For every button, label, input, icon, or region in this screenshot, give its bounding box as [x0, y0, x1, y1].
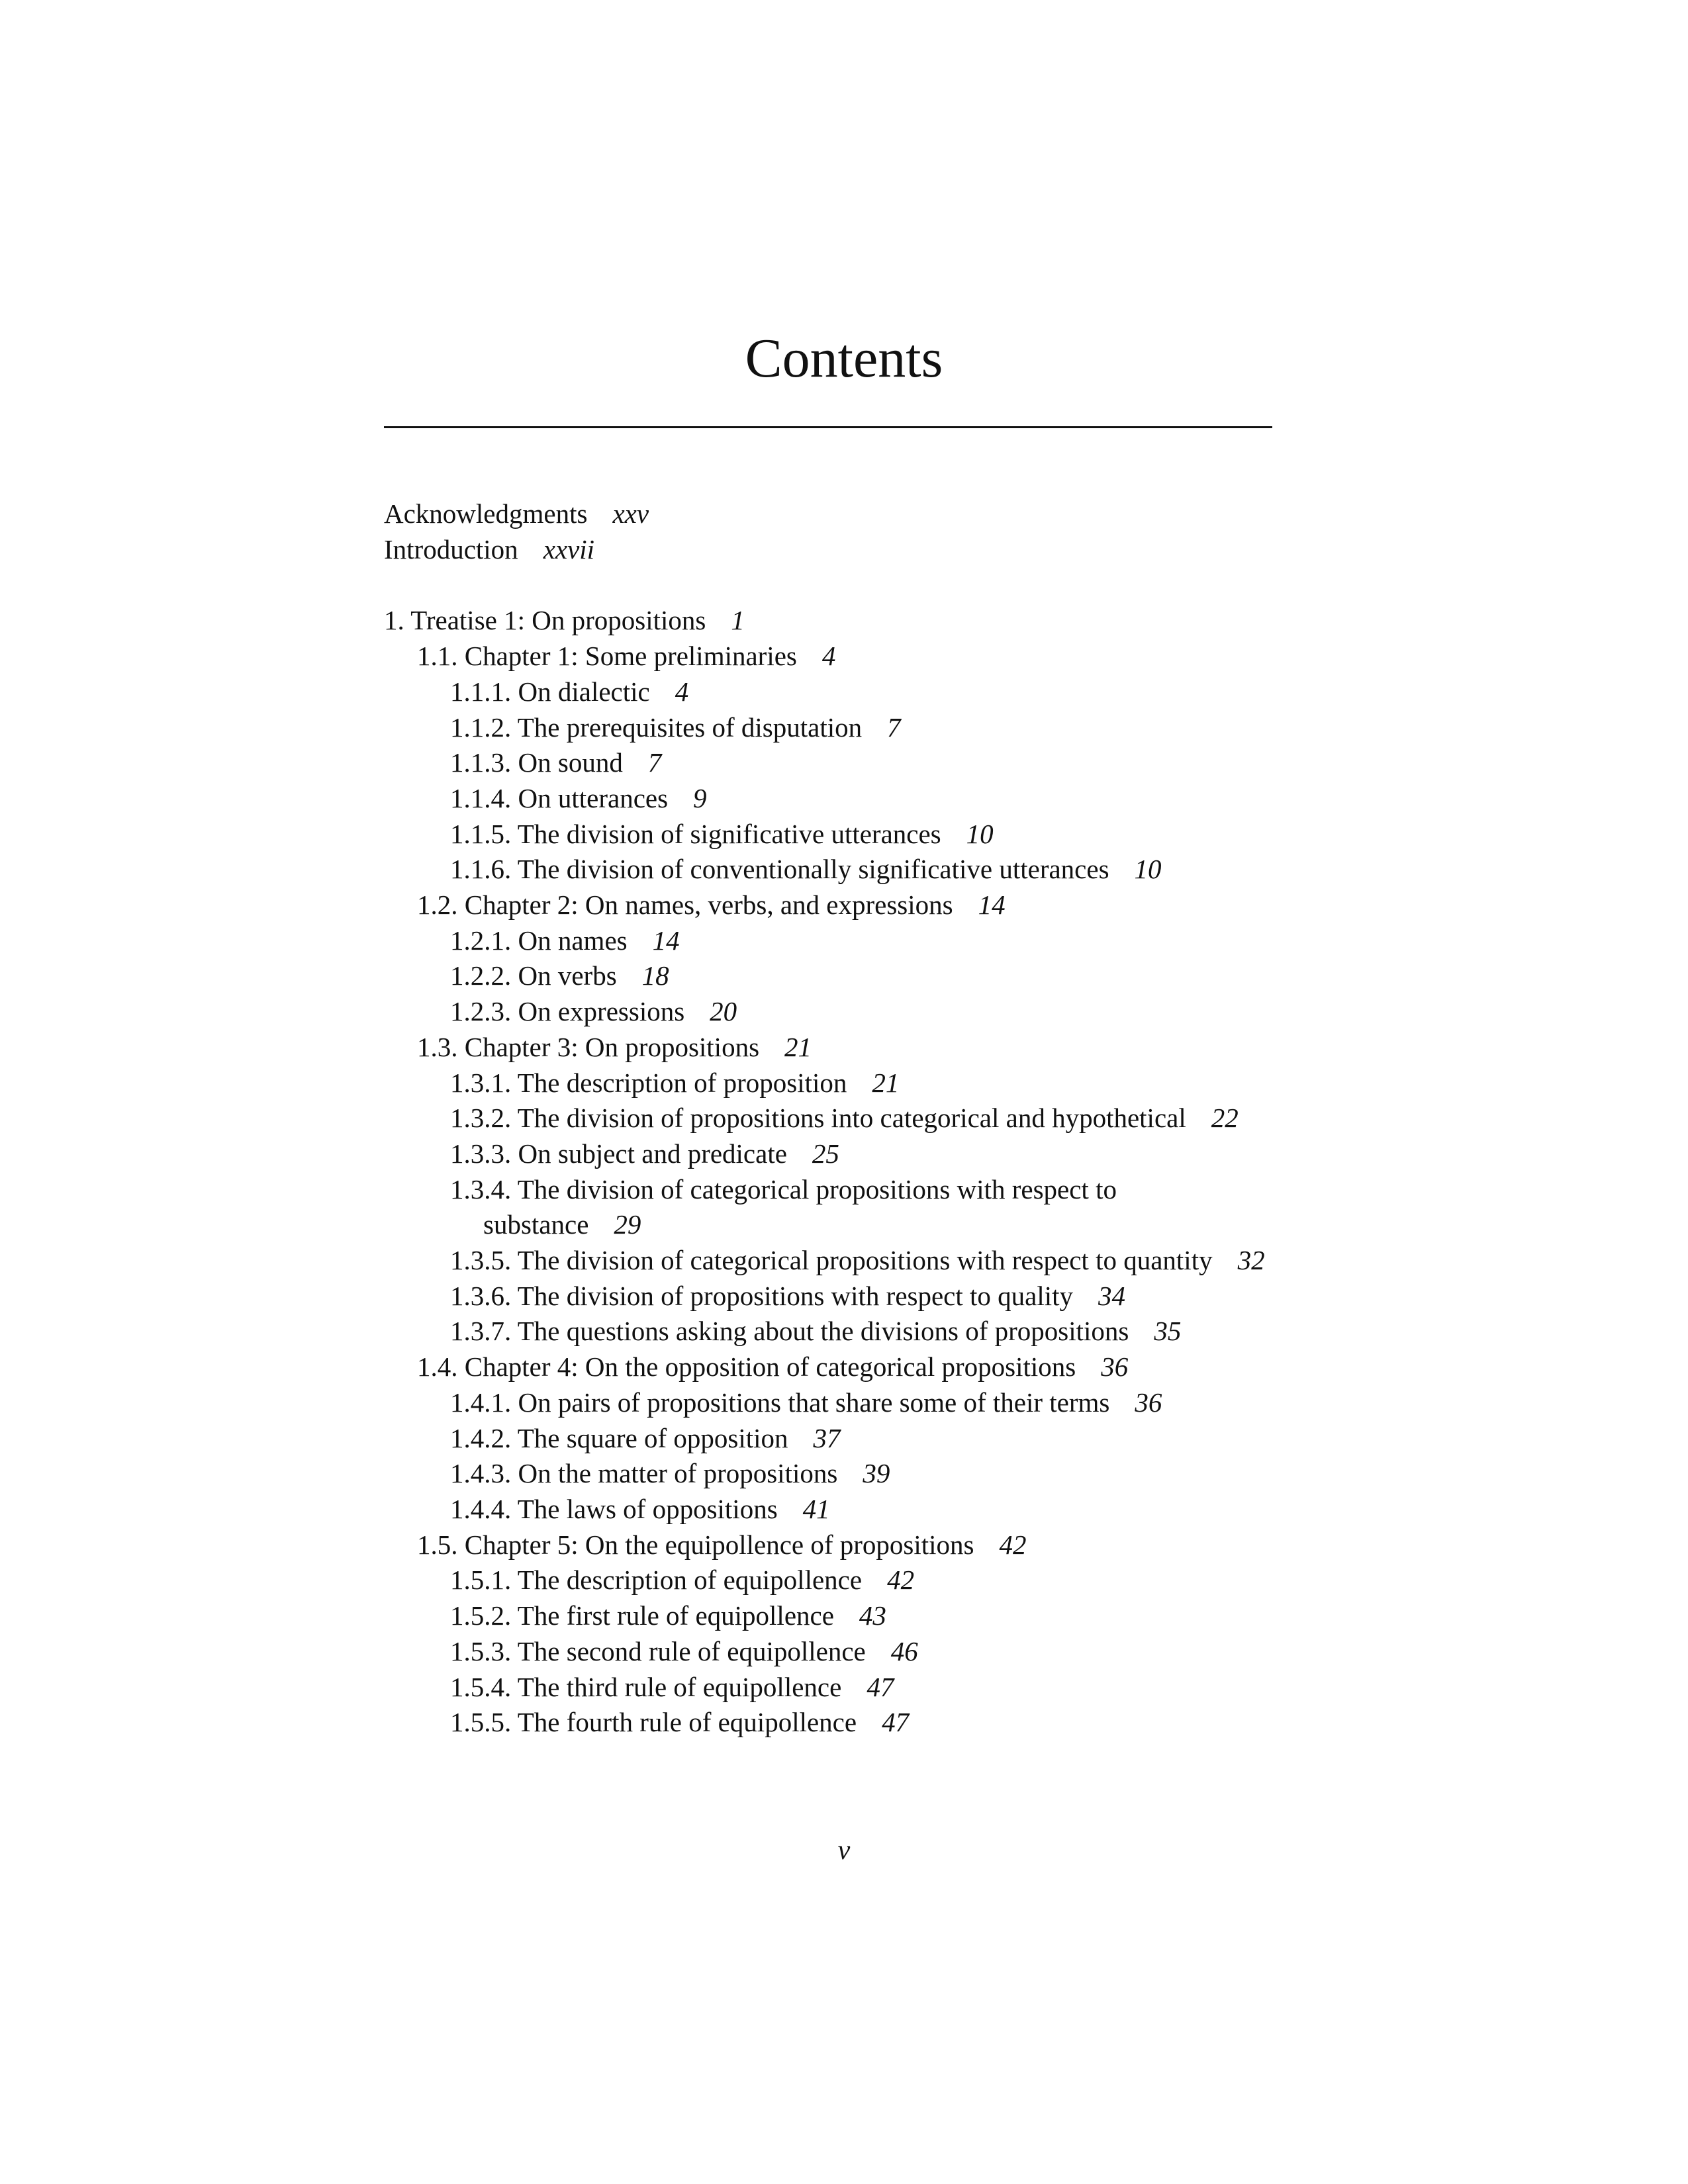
toc-entry-page: 34	[1098, 1280, 1126, 1311]
toc-entry-page: 21	[784, 1031, 812, 1062]
toc-entry[interactable]	[384, 781, 1272, 817]
toc-entry-page: 14	[978, 889, 1006, 921]
toc-entry[interactable]	[384, 639, 1272, 674]
toc-entry[interactable]	[384, 923, 1272, 959]
toc-entry-title: Introduction	[384, 533, 518, 565]
toc-entry-title: The division of significative utterances	[517, 818, 941, 849]
toc-entry-title: The first rule of equipollence	[517, 1600, 834, 1631]
toc-entry-number: 1.3.5.	[450, 1245, 512, 1276]
toc-entry[interactable]	[384, 1670, 1272, 1706]
toc-entry[interactable]	[384, 1349, 1272, 1385]
title-rule	[384, 426, 1272, 428]
toc-entry-page: 1	[731, 605, 745, 636]
toc-entry[interactable]	[384, 852, 1272, 887]
toc-entry-title: Acknowledgments	[384, 498, 588, 529]
toc-entry-title: The questions asking about the divisions of propositions	[517, 1316, 1129, 1347]
toc-entry[interactable]	[384, 887, 1272, 923]
toc-entry[interactable]	[384, 1066, 1272, 1101]
toc-entry-page: 32	[1237, 1245, 1265, 1276]
toc-entry[interactable]	[384, 1527, 1272, 1563]
toc-entry-page: 9	[693, 782, 707, 813]
toc-entry-page: 37	[813, 1422, 841, 1453]
toc-entry-page: 47	[882, 1707, 910, 1738]
toc-entry-acknowledgments[interactable]	[384, 496, 1272, 532]
toc-entry[interactable]	[384, 1421, 1272, 1457]
toc-entry-title: The division of categorical propositions with respect to quantity	[517, 1245, 1213, 1276]
toc-entry[interactable]	[384, 1030, 1272, 1066]
toc-entry[interactable]	[384, 1243, 1272, 1279]
toc-entry-page: 7	[887, 711, 901, 743]
toc-entry-title: On utterances	[518, 782, 669, 813]
toc-entry[interactable]	[384, 1385, 1272, 1421]
toc-entry-number: 1.3.3.	[450, 1138, 512, 1169]
toc-entry-title: The prerequisites of disputation	[517, 711, 863, 743]
toc-entry-title: The division of propositions with respect to quality	[517, 1280, 1074, 1311]
toc-entry-number: 1.3.6.	[450, 1280, 512, 1311]
toc-entry-title: Chapter 3: On propositions	[464, 1031, 760, 1062]
toc-entry-number: 1.2.3.	[450, 996, 512, 1027]
toc-entry-number: 1.5.4.	[450, 1671, 512, 1702]
toc-entry[interactable]	[384, 1598, 1272, 1634]
toc-entry-title: The division of conventionally significative utterances	[517, 854, 1109, 885]
toc-entry-number: 1.3.1.	[450, 1067, 512, 1098]
toc-entry-title: Chapter 1: Some preliminaries	[464, 641, 797, 672]
toc-entry-number: 1.4.1.	[450, 1387, 512, 1418]
toc-entry-title: Chapter 5: On the equipollence of propositions	[464, 1529, 974, 1560]
toc-entry-page: 42	[887, 1565, 915, 1596]
toc-entry[interactable]	[384, 1456, 1272, 1492]
toc-entry-number: 1.5.1.	[450, 1565, 512, 1596]
toc-entry-number: 1.4.4.	[450, 1493, 512, 1524]
toc-entry-number: 1.3.2.	[450, 1103, 512, 1134]
toc-entry[interactable]	[384, 1634, 1272, 1670]
toc-entry[interactable]	[384, 1314, 1272, 1349]
page-title: Contents	[745, 328, 943, 389]
toc-entry-page: 22	[1211, 1103, 1239, 1134]
toc-entry[interactable]	[384, 1136, 1272, 1172]
toc-entry-number: 1.5.5.	[450, 1707, 512, 1738]
toc-entry-title: On sound	[518, 747, 623, 778]
toc-entry-page: 47	[867, 1671, 894, 1702]
toc-entry[interactable]	[384, 1705, 1272, 1741]
toc-entry-number: 1.5.3.	[450, 1635, 512, 1666]
toc-entry-title: The third rule of equipollence	[517, 1671, 842, 1702]
toc-entry-title: On names	[518, 925, 628, 956]
toc-entry-page: 7	[647, 747, 662, 778]
toc-entry[interactable]	[384, 1492, 1272, 1527]
toc-entry-title: On dialectic	[518, 676, 650, 707]
toc-entry-page: 10	[1134, 854, 1162, 885]
toc-entry-title: On subject and predicate	[518, 1138, 787, 1169]
toc-entry-title: The description of proposition	[517, 1067, 847, 1098]
toc-entry-introduction[interactable]	[384, 532, 1272, 568]
toc-entry-title: The laws of oppositions	[517, 1493, 778, 1524]
toc-entry-page: 42	[999, 1529, 1027, 1560]
toc-entry[interactable]	[384, 1563, 1272, 1598]
toc-entry-page: 46	[890, 1635, 918, 1666]
toc-entry-number: 1.4.3.	[450, 1458, 512, 1489]
toc-entry-number: 1.3.7.	[450, 1316, 512, 1347]
toc-entry-number: 1.	[384, 605, 404, 636]
toc-entry-number: 1.4.2.	[450, 1422, 512, 1453]
toc-entry-number: 1.1.	[417, 641, 458, 672]
toc-entry-number: 1.1.5.	[450, 818, 512, 849]
toc-entry-title: The fourth rule of equipollence	[517, 1707, 857, 1738]
toc-entry-number: 1.3.4.	[450, 1173, 512, 1205]
toc-entry-number: 1.1.1.	[450, 676, 512, 707]
toc-entry-page: 35	[1154, 1316, 1182, 1347]
toc-entry-title: On pairs of propositions that share some of their terms	[518, 1387, 1110, 1418]
toc-entry-page: 43	[859, 1600, 886, 1631]
toc-entry-page: 39	[863, 1458, 890, 1489]
toc-entry-title: Treatise 1: On propositions	[410, 605, 706, 636]
toc-entry[interactable]	[384, 1172, 1272, 1243]
toc-entry-number: 1.2.1.	[450, 925, 512, 956]
toc-entry[interactable]	[384, 745, 1272, 781]
toc-entry-number: 1.5.	[417, 1529, 458, 1560]
toc-spacer	[384, 567, 1272, 603]
toc-entry-page: 10	[966, 818, 994, 849]
toc-entry-title: Chapter 2: On names, verbs, and expressions	[464, 889, 953, 921]
toc-entry-title: Chapter 4: On the opposition of categorical propositions	[464, 1351, 1076, 1383]
toc-entry-number: 1.3.	[417, 1031, 458, 1062]
toc-entry-page: 41	[802, 1493, 830, 1524]
toc-entry-page: 36	[1101, 1351, 1129, 1383]
toc-entry-number: 1.2.	[417, 889, 458, 921]
toc-entry-page: 25	[812, 1138, 839, 1169]
toc-entry-page: 14	[652, 925, 680, 956]
toc-entry-title: The second rule of equipollence	[517, 1635, 866, 1666]
toc-entry-number: 1.4.	[417, 1351, 458, 1383]
page-number: v	[837, 1835, 851, 1866]
toc-entry-page: xxvii	[543, 533, 595, 565]
toc-entry-page: 36	[1135, 1387, 1162, 1418]
toc-entry-title: The description of equipollence	[517, 1565, 863, 1596]
toc-entry[interactable]	[384, 1279, 1272, 1314]
toc-entry-page: 4	[821, 641, 836, 672]
toc-entry-number: 1.1.4.	[450, 782, 512, 813]
toc-entry-page: 29	[614, 1209, 641, 1240]
toc-entry-number: 1.1.3.	[450, 747, 512, 778]
toc-entry-title: The division of propositions into categorical and hypothetical	[517, 1103, 1186, 1134]
toc-entry-page: 21	[872, 1067, 900, 1098]
toc-entry-page: 4	[675, 676, 689, 707]
toc-entry-title: On expressions	[518, 996, 685, 1027]
toc-entry[interactable]	[384, 958, 1272, 994]
toc-entry-title: The division of categorical propositions with respect to substance	[483, 1173, 1117, 1240]
table-of-contents	[384, 496, 1272, 1741]
toc-entry-number: 1.1.6.	[450, 854, 512, 885]
toc-entry-title: The square of opposition	[517, 1422, 788, 1453]
toc-entry[interactable]	[384, 674, 1272, 710]
toc-entry-title: On verbs	[518, 960, 617, 991]
toc-entry-title: On the matter of propositions	[518, 1458, 838, 1489]
toc-entry[interactable]	[384, 1101, 1272, 1136]
toc-entry[interactable]	[384, 603, 1272, 639]
toc-entry-page: 18	[641, 960, 669, 991]
toc-entry-number: 1.5.2.	[450, 1600, 512, 1631]
toc-entry-number: 1.1.2.	[450, 711, 512, 743]
toc-entry-page: xxv	[612, 498, 649, 529]
toc-entry[interactable]	[384, 817, 1272, 852]
toc-entry[interactable]	[384, 710, 1272, 746]
toc-entry-page: 20	[710, 996, 737, 1027]
toc-entry-number: 1.2.2.	[450, 960, 512, 991]
toc-entry[interactable]	[384, 994, 1272, 1030]
